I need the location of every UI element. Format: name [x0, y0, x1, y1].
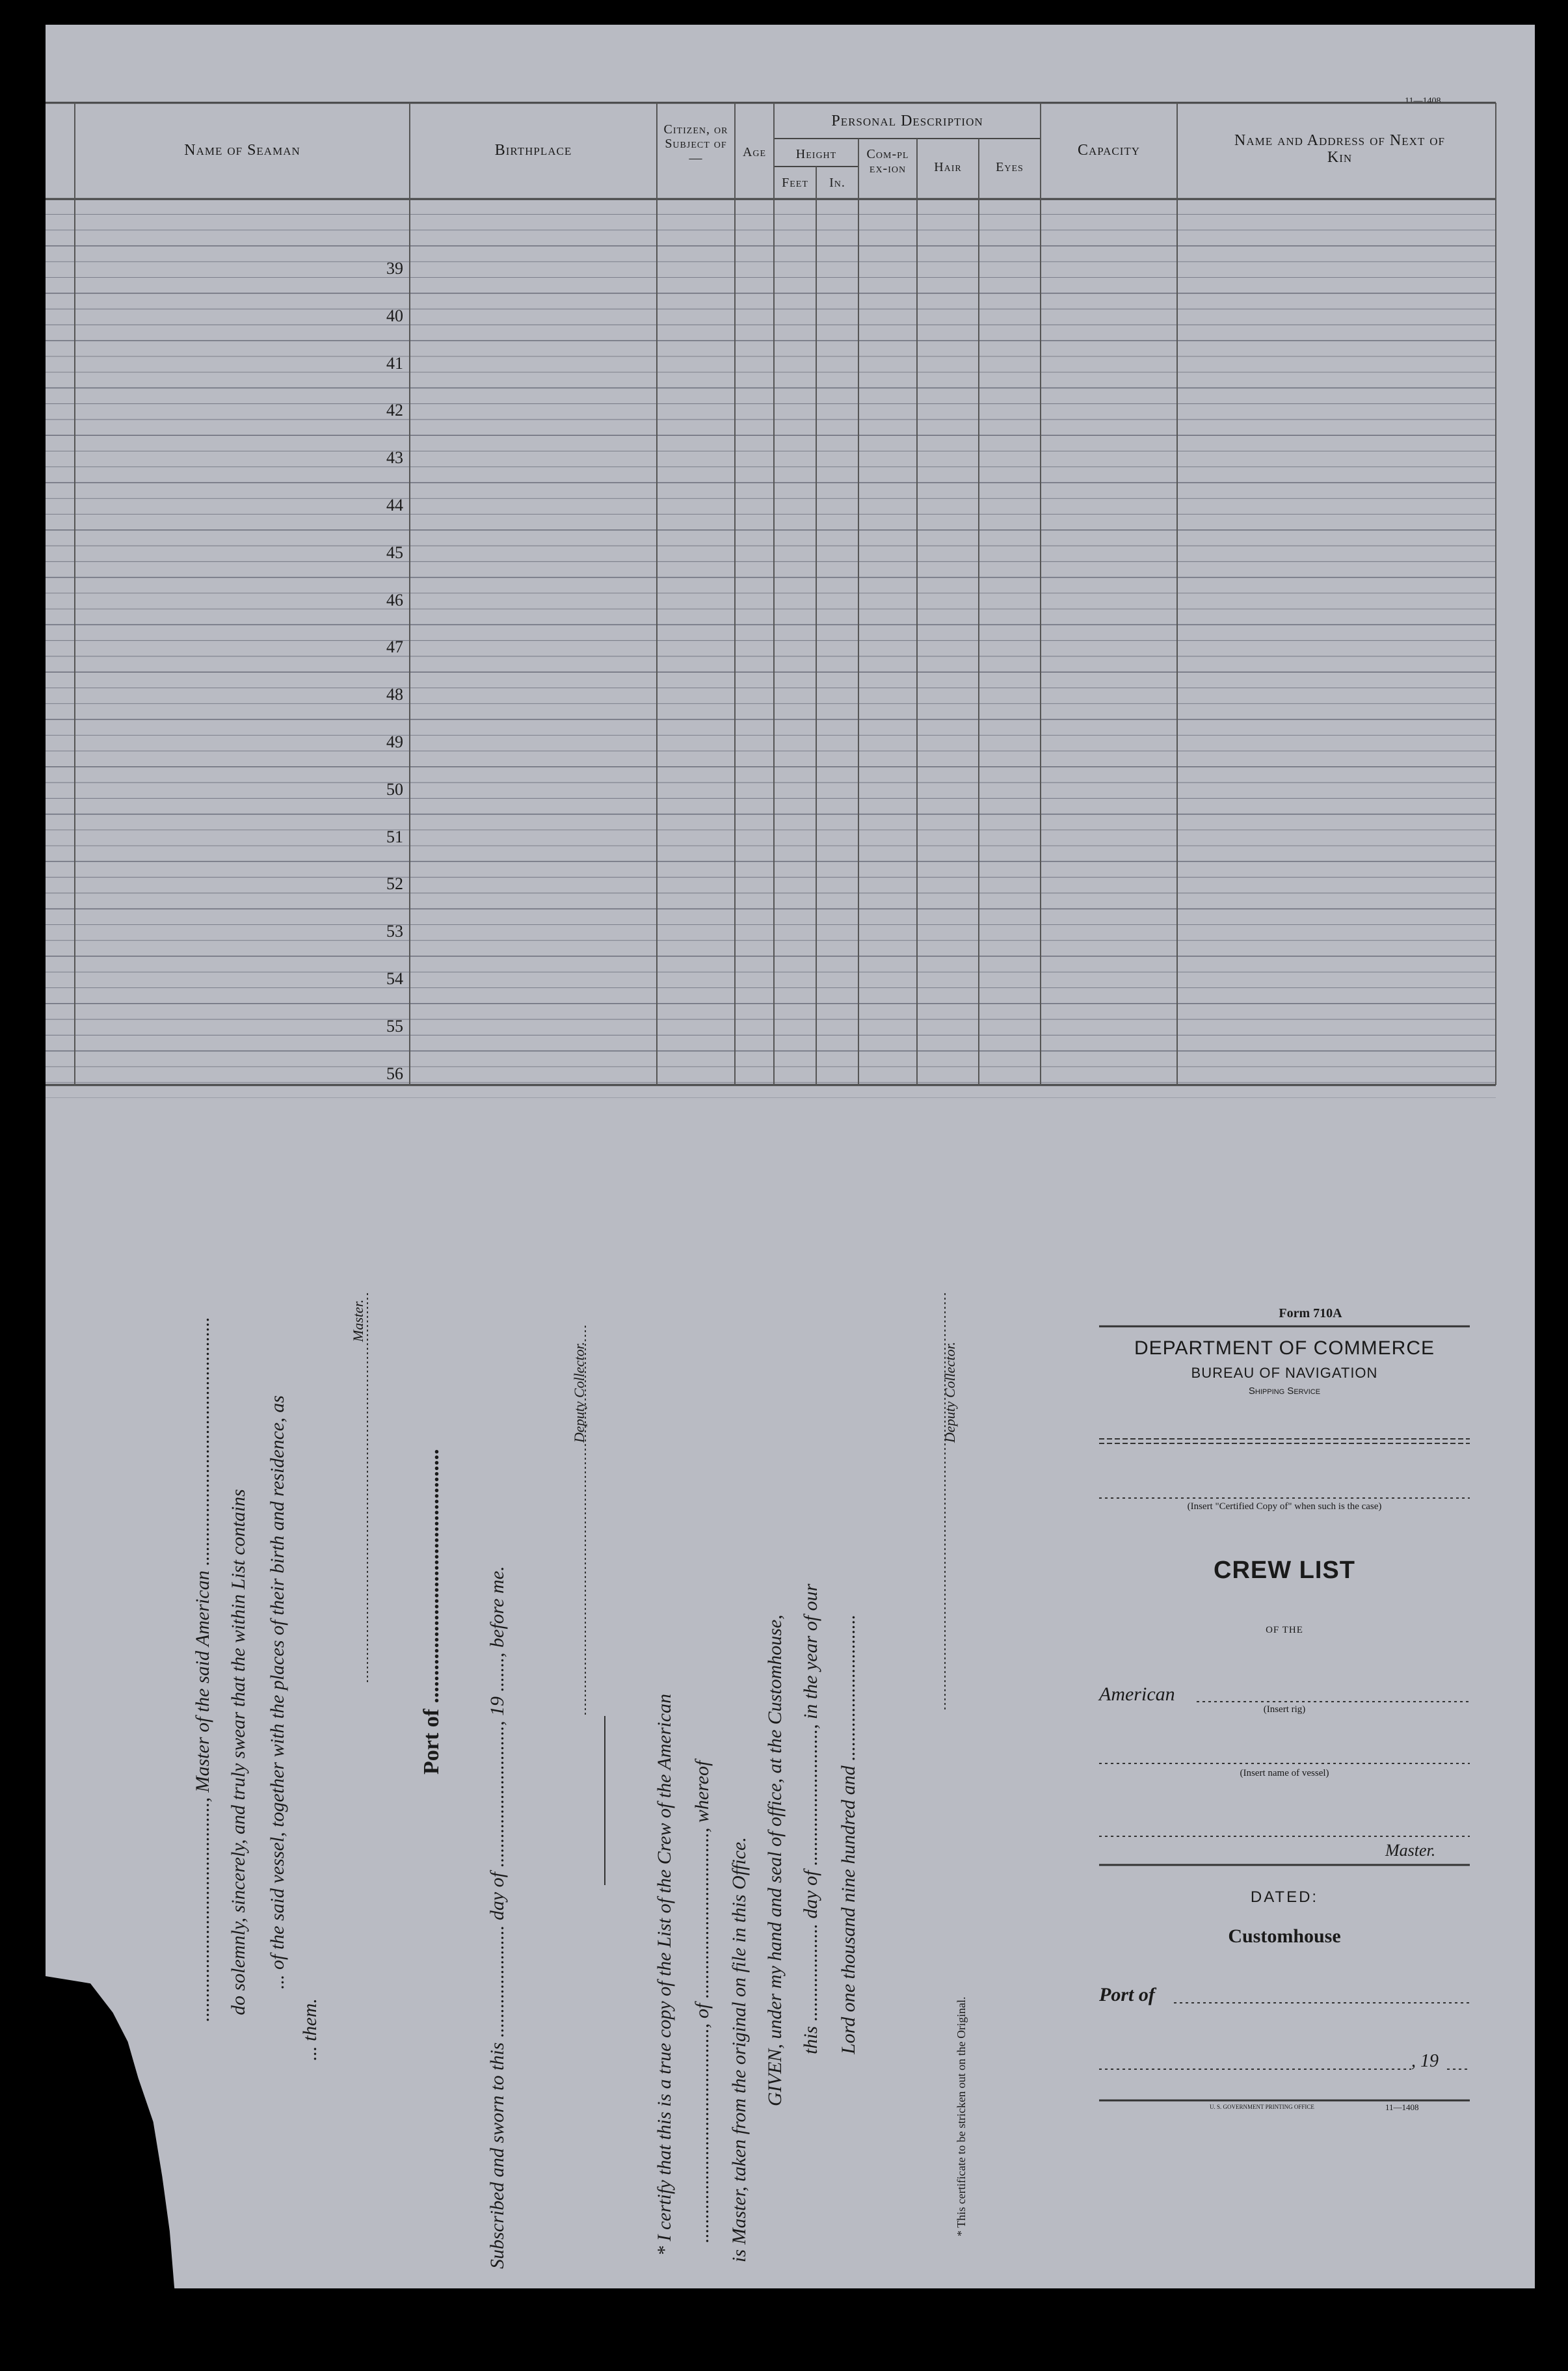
cover-double-rule — [1099, 1438, 1522, 1445]
oath-port-of: Port of .............................................. — [419, 1449, 444, 1775]
cover-american: American — [1099, 1683, 1175, 1705]
certificate-footnote: * This certificate to be stricken out on the Original. — [955, 1996, 968, 2236]
row-number: 48 — [386, 685, 403, 704]
cover-panel — [1099, 1306, 1522, 2119]
row-number: 51 — [386, 827, 403, 846]
header-next-of-kin: Name and Address of Next of Kin — [1234, 132, 1445, 166]
cover-form-number: Form 710A — [1279, 1306, 1342, 1320]
row-number: 56 — [386, 1064, 403, 1083]
cover-dated: DATED: — [1250, 1888, 1319, 1906]
row-number: 49 — [386, 732, 403, 751]
row-number: 45 — [386, 543, 403, 562]
cover-customhouse: Customhouse — [1228, 1925, 1341, 1947]
cover-bottom-rule — [1099, 2098, 1522, 2102]
oath-divider — [602, 1716, 608, 1885]
row-number: 46 — [386, 590, 403, 609]
row-number: 40 — [386, 306, 403, 325]
cover-bureau: BUREAU OF NAVIGATION — [1191, 1365, 1378, 1381]
certificate-line-6: Lord one thousand nine hundred and .............................. — [838, 1614, 859, 2054]
row-number: 41 — [386, 353, 403, 373]
row-number: 50 — [386, 779, 403, 799]
header-personal-description: Personal Description — [831, 113, 983, 129]
row-number: 53 — [386, 922, 403, 941]
oath-line-2: do solemnly, sincerely, and truly swear that the within List contains — [228, 1489, 249, 2015]
oath-deputy-collector: Deputy Collector. — [571, 1341, 587, 1443]
cover-rig-line — [1197, 1700, 1568, 1704]
cover-port-of: Port of — [1099, 1984, 1155, 2005]
cover-master-rule — [1099, 1863, 1522, 1867]
row-number: 54 — [386, 969, 403, 988]
header-age: Age — [742, 145, 767, 159]
header-feet: Feet — [782, 176, 808, 190]
row-number: 47 — [386, 637, 403, 657]
cover-certified-line — [1099, 1496, 1522, 1500]
oath-line-4: ... them. — [299, 1998, 321, 2061]
header-height: Height — [795, 147, 837, 161]
certificate-line-1: * I certify that this is a true copy of the List of the Crew of the American — [654, 1693, 675, 2256]
header-name-of-seaman: Name of Seaman — [184, 142, 300, 159]
cover-top-rule — [1099, 1324, 1522, 1328]
certificate-deputy-signature-line — [942, 1293, 948, 1709]
row-number: 42 — [386, 401, 403, 420]
header-citizen: Citizen, or Subject of— — [663, 122, 728, 165]
oath-deputy-signature-line — [582, 1326, 589, 1716]
cover-port-line — [1174, 2001, 1568, 2005]
cover-insert-vessel: (Insert name of vessel) — [1240, 1768, 1329, 1778]
cover-master: Master. — [1385, 1841, 1436, 1860]
cover-insert-certified: (Insert "Certified Copy of" when such is the case) — [1187, 1501, 1382, 1512]
row-number: 55 — [386, 1016, 403, 1036]
crew-list-sheet — [46, 25, 1535, 2288]
cover-form-code: 11—1408 — [1385, 2102, 1419, 2112]
cover-department: DEPARTMENT OF COMMERCE — [1134, 1337, 1435, 1359]
certificate-line-3: is Master, taken from the original on file in this Office. — [728, 1837, 750, 2262]
oath-line-1: ............................................., Master of the said American ................................................... — [192, 1317, 213, 2022]
certificate-deputy-collector: Deputy Collector. — [942, 1341, 958, 1443]
cover-title: CREW LIST — [1214, 1557, 1355, 1584]
cover-printing-office: U. S. GOVERNMENT PRINTING OFFICE — [1210, 2104, 1314, 2110]
row-number: 43 — [386, 448, 403, 468]
oath-subscribed: Subscribed and sworn to this ....................... day of ............................., 19 ......., before me. — [486, 1566, 508, 2269]
cover-year-prefix: , 19 — [1411, 2051, 1439, 2071]
cover-of-the: OF THE — [1266, 1625, 1303, 1635]
header-eyes: Eyes — [996, 160, 1024, 174]
cover-vessel-line — [1099, 1762, 1522, 1765]
header-birthplace: Birthplace — [494, 142, 572, 159]
oath-line-3: ... of the said vessel, together with the places of their birth and residence, as — [267, 1395, 288, 1989]
header-hair: Hair — [934, 160, 962, 174]
header-capacity: Capacity — [1077, 142, 1141, 159]
torn-corner — [46, 1976, 195, 2340]
certificate-line-2: ............................................, of .................................., whereof — [691, 1760, 713, 2243]
oath-master-label: Master. — [350, 1299, 366, 1342]
cover-master-line — [1099, 1834, 1522, 1838]
form-code-top: 11—1408 — [1405, 96, 1441, 106]
row-number: 39 — [386, 259, 403, 278]
header-complexion: Com-plex-ion — [866, 147, 909, 176]
cover-insert-rig: (Insert rig) — [1263, 1704, 1306, 1715]
row-number: 44 — [386, 496, 403, 515]
row-number: 52 — [386, 874, 403, 894]
certificate-line-4: GIVEN, under my hand and seal of office, at the Customhouse, — [764, 1614, 786, 2106]
header-inches: In. — [829, 176, 845, 190]
oath-master-signature-line — [364, 1293, 371, 1683]
certificate-line-5: this .................... day of ............................, in the year of our — [800, 1583, 821, 2054]
cover-service: Shipping Service — [1248, 1386, 1321, 1397]
cover-year-line — [1447, 2067, 1512, 2071]
